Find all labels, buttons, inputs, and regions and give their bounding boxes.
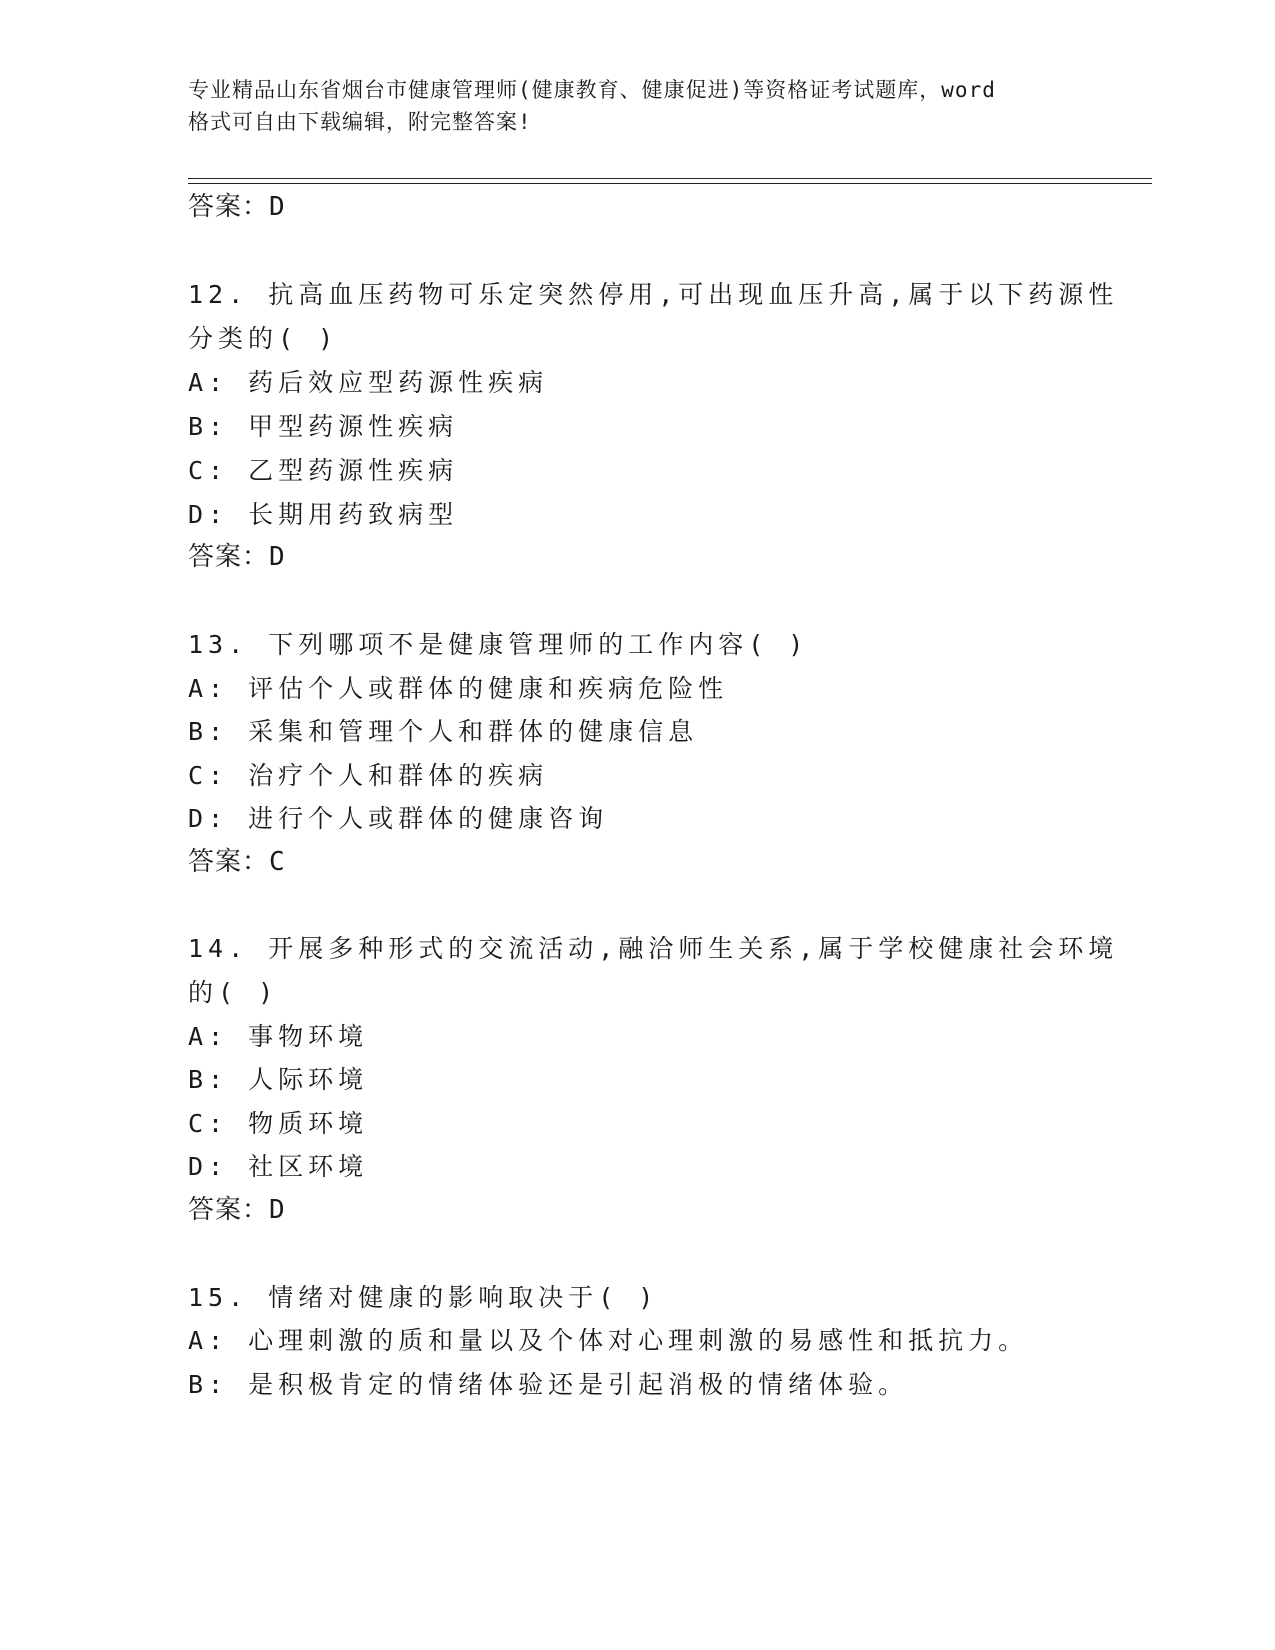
question-14-stem-line-1: 14. 开展多种形式的交流活动,融洽师生关系,属于学校健康社会环境 [188, 934, 1119, 963]
answer-label: 答案： [188, 847, 270, 877]
answer-line-q11 [188, 190, 286, 224]
question-13-option-c: C: 治疗个人和群体的疾病 [188, 761, 549, 790]
question-14-stem-line-2: 的( ) [188, 978, 279, 1007]
question-13-option-a: A: 评估个人或群体的健康和疾病危险性 [188, 674, 729, 703]
question-15-option-b: B: 是积极肯定的情绪体验还是引起消极的情绪体验。 [188, 1370, 909, 1399]
header-divider-top [188, 178, 1152, 179]
answer-value: D [269, 192, 286, 222]
header-line-1: 专业精品山东省烟台市健康管理师(健康教育、健康促进)等资格证考试题库，word [188, 78, 996, 102]
question-13-option-d: D: 进行个人或群体的健康咨询 [188, 804, 609, 833]
question-14-option-c: C: 物质环境 [188, 1109, 369, 1138]
question-12-stem-line-1: 12. 抗高血压药物可乐定突然停用,可出现血压升高,属于以下药源性 [188, 280, 1119, 309]
answer-label: 答案： [188, 192, 270, 222]
question-12-option-d: D: 长期用药致病型 [188, 500, 459, 529]
question-12-option-c: C: 乙型药源性疾病 [188, 456, 459, 485]
question-15-option-a: A: 心理刺激的质和量以及个体对心理刺激的易感性和抵抗力。 [188, 1326, 1029, 1355]
question-12-option-b: B: 甲型药源性疾病 [188, 412, 459, 441]
answer-line-q14 [188, 1193, 286, 1227]
question-14-option-d: D: 社区环境 [188, 1152, 369, 1181]
header-line-2: 格式可自由下载编辑，附完整答案! [188, 110, 532, 134]
question-13-option-b: B: 采集和管理个人和群体的健康信息 [188, 717, 699, 746]
answer-line-q13 [188, 845, 286, 879]
answer-label: 答案： [188, 1195, 270, 1225]
question-14-option-a: A: 事物环境 [188, 1022, 369, 1051]
answer-value: C [269, 847, 286, 877]
header-divider-bottom [188, 183, 1152, 184]
answer-label: 答案： [188, 542, 270, 572]
document-header [188, 74, 1088, 138]
answer-value: D [269, 1195, 286, 1225]
question-12-stem-line-2: 分类的( ) [188, 324, 339, 353]
question-15-stem-line-1: 15. 情绪对健康的影响取决于( ) [188, 1283, 659, 1312]
question-12-option-a: A: 药后效应型药源性疾病 [188, 368, 549, 397]
question-13-stem-line-1: 13. 下列哪项不是健康管理师的工作内容( ) [188, 630, 809, 659]
question-14-option-b: B: 人际环境 [188, 1065, 369, 1094]
answer-line-q12 [188, 540, 286, 574]
answer-value: D [269, 542, 286, 572]
